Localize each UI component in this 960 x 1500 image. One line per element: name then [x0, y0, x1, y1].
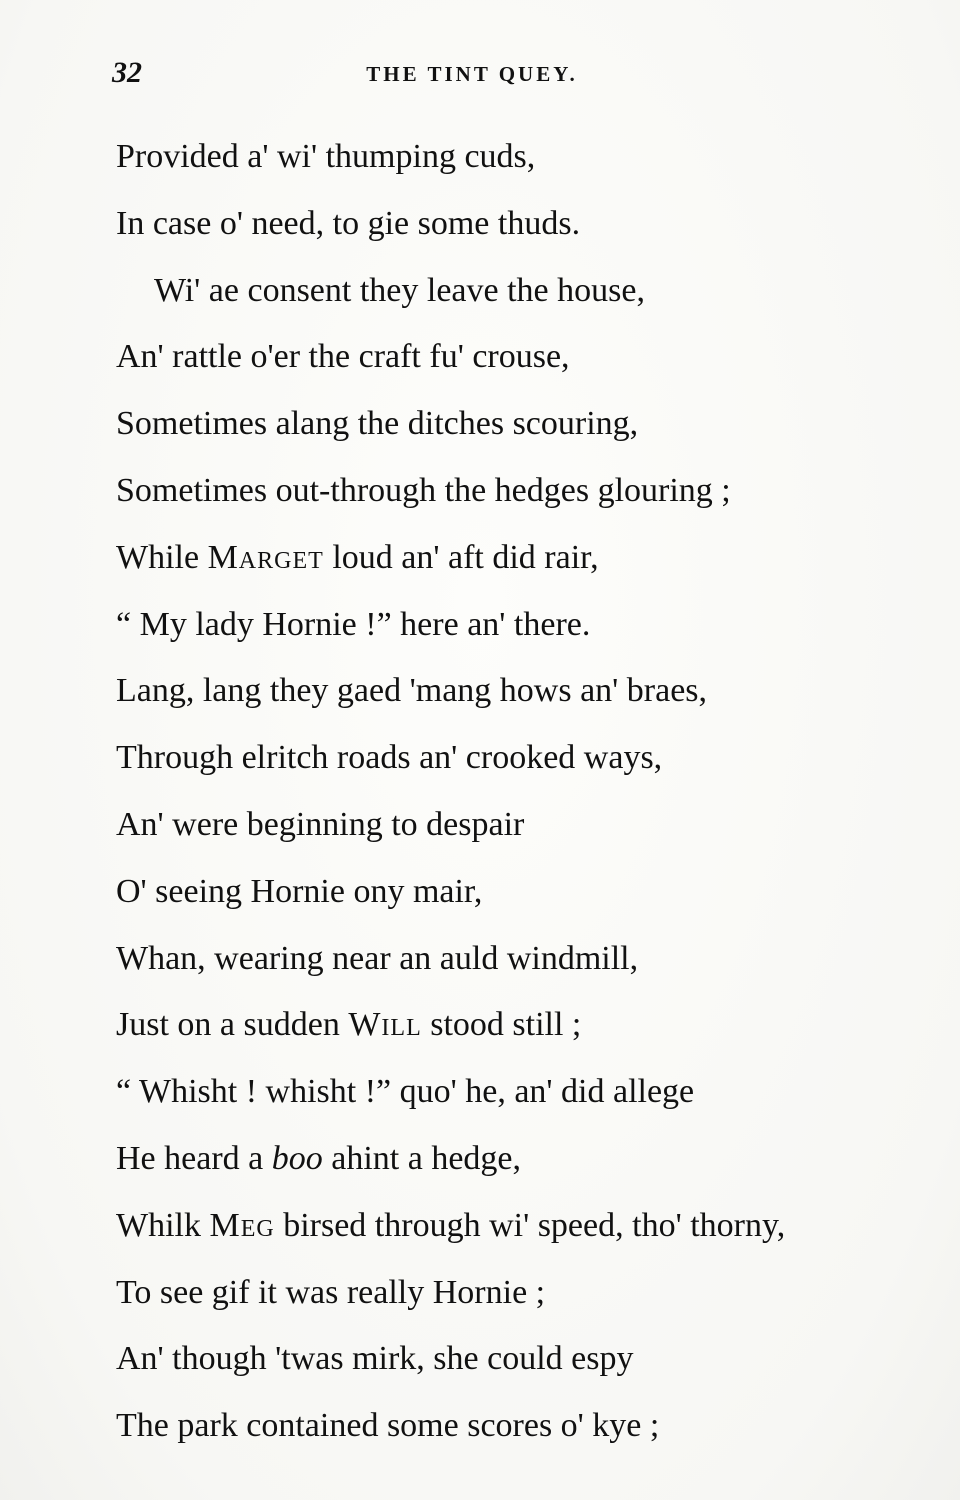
poem-line	[116, 934, 916, 1001]
poem-line	[116, 867, 916, 934]
poem-line	[116, 800, 916, 867]
poem-line	[116, 1334, 916, 1401]
line-text: Just on a sudden	[116, 1006, 349, 1044]
line-text: An' rattle o'er the craft fu' crouse,	[116, 338, 570, 376]
line-text: loud an' aft did rair,	[323, 538, 599, 576]
page-header	[112, 56, 832, 96]
small-caps-name: Marget	[207, 538, 324, 576]
poem-line	[116, 1268, 916, 1335]
poem-line	[116, 1067, 916, 1134]
italic-word: boo	[271, 1139, 323, 1177]
line-text: To see gif it was really Hornie ;	[116, 1273, 546, 1311]
page-number: 32	[112, 56, 142, 89]
poem-line	[116, 533, 916, 600]
running-head: THE TINT QUEY.	[366, 62, 578, 86]
line-text: birsed through wi' speed, tho' thorny,	[274, 1206, 786, 1244]
line-text: The park contained some scores o' kye ;	[116, 1407, 660, 1445]
line-text: “ My lady Hornie !” here an' there.	[116, 605, 591, 643]
line-text: An' though 'twas mirk, she could espy	[116, 1340, 634, 1378]
poem-body	[116, 132, 916, 1468]
line-text: Through elritch roads an' crooked ways,	[116, 739, 663, 777]
poem-line	[116, 1000, 916, 1067]
poem-line	[116, 1401, 916, 1468]
line-text: ahint a hedge,	[322, 1139, 522, 1177]
poem-line	[116, 600, 916, 667]
line-text: O' seeing Hornie ony mair,	[116, 872, 483, 910]
line-text: An' were beginning to despair	[116, 805, 525, 843]
line-text: Provided a' wi' thumping cuds,	[116, 138, 536, 175]
line-text: He heard a	[116, 1139, 272, 1177]
small-caps-name: Will	[348, 1006, 422, 1044]
line-text: Wi' ae consent they leave the house,	[154, 271, 645, 309]
poem-line	[116, 399, 916, 466]
line-text: While	[116, 538, 208, 576]
line-text: In case o' need, to gie some thuds.	[116, 204, 581, 242]
line-text: Sometimes alang the ditches scouring,	[116, 405, 639, 443]
poem-line	[116, 332, 916, 399]
line-text: Sometimes out-through the hedges glouring ;	[116, 471, 731, 509]
poem-line	[116, 1134, 916, 1201]
small-caps-name: Meg	[209, 1206, 275, 1244]
line-text: stood still ;	[421, 1006, 582, 1044]
poem-line	[116, 1201, 916, 1268]
line-text: Whilk	[116, 1206, 210, 1244]
poem-line	[116, 199, 916, 266]
poem-line	[116, 733, 916, 800]
poem-line	[116, 266, 916, 333]
line-text: Lang, lang they gaed 'mang hows an' braes,	[116, 672, 708, 710]
poem-line	[116, 132, 916, 199]
line-text: “ Whisht ! whisht !” quo' he, an' did allege	[116, 1073, 695, 1111]
line-text: Whan, wearing near an auld windmill,	[116, 939, 639, 977]
poem-line	[116, 666, 916, 733]
poem-line	[116, 466, 916, 533]
